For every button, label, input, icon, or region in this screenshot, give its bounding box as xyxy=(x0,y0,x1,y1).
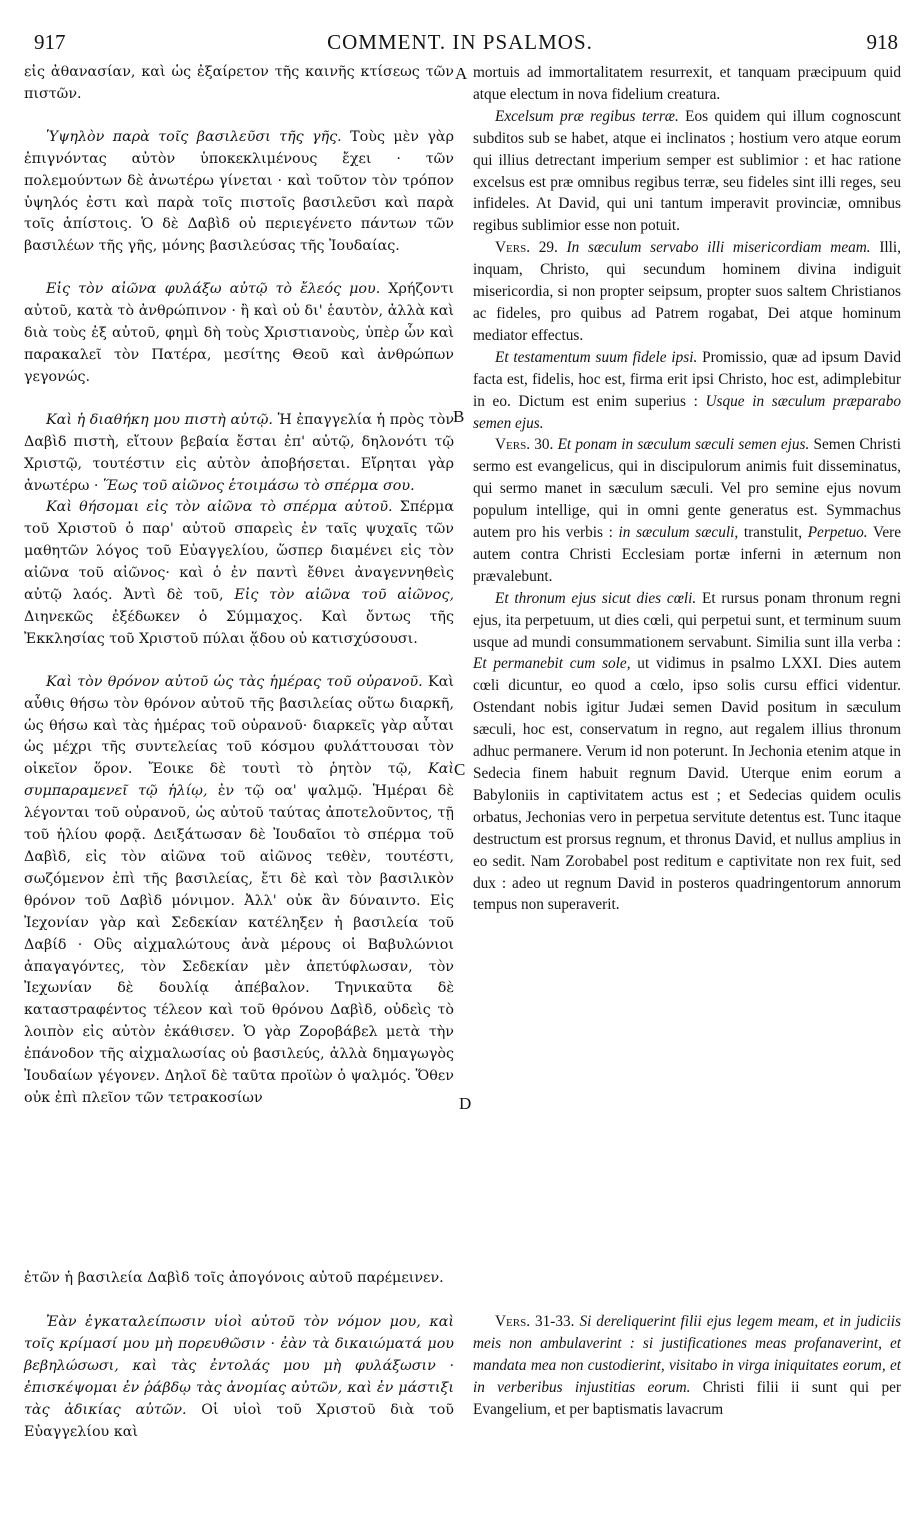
greek-commentary: Χρήζοντι αὐτοῦ, κατὰ τὸ ἀνθρώπινον · ἢ καὶ οὐ δι' ἑαυτὸν, ἀλλὰ καὶ διὰ τοὺς ἐξ αὐτοῦ, φημὶ δὴ τοὺς Χριστιανοὺς, ὑπὲρ ὧν καὶ παρακαλεῖ τὸν Πατέρα, μεσίτης Θεοῦ καὶ ἀνθρώπων γεγονώς. xyxy=(24,281,454,385)
latin-quotation: Perpetuo. xyxy=(807,524,868,542)
latin-commentary: Semen Christi sermo est evangelicus, qui in discipulorum animis fuit disseminatus, qui sermo manet in sæculum sæculi. Vel pro semine ejus novum populum intellige, qui in omni gente generatus est. Symmachus autem pro his verbis : xyxy=(473,436,901,542)
greek-commentary: Ἡ ἐπαγγελία ἡ πρὸς τὸν Δαβὶδ πιστὴ, εἴτουν βεβαία ἔσται ἐπ' αὐτῷ, δηλονότι τῷ Χριστῷ, τουτέστιν εἰς αὐτὸν ἀποβήσεται. Εἴρηται γὰρ ἀνωτέρω · xyxy=(24,411,455,494)
spanning-line: ἐτῶν ἡ βασιλεία Δαβὶδ τοῖς ἀπογόνοις αὐτοῦ παρέμεινεν. xyxy=(24,1270,444,1286)
verse-number: Vers. 30. xyxy=(495,436,554,454)
section-marker-a: A xyxy=(455,64,468,83)
latin-paragraph-7 xyxy=(473,1311,901,1421)
latin-lemma: Excelsum præ regibus terræ. xyxy=(495,107,679,125)
latin-paragraph-4 xyxy=(473,347,901,435)
verse-number: Vers. 29. xyxy=(495,239,558,257)
greek-paragraph-4 xyxy=(24,410,454,498)
greek-lemma: Καὶ τὸν θρόνον αὐτοῦ ὡς τὰς ἡμέρας τοῦ οὐρανοῦ. xyxy=(46,673,423,690)
latin-lemma: Et ponam in sæculum sæculi semen ejus. xyxy=(553,436,810,454)
latin-commentary: Promissio, quæ ad ipsum David facta est, fidelis, hoc est, firma erit ipsi Christo, hoc est, adimplebitur in eo. Dictum est enim superius : xyxy=(473,348,901,410)
greek-paragraph-2 xyxy=(24,127,454,258)
latin-paragraph-3 xyxy=(473,237,901,347)
latin-paragraph-2 xyxy=(473,106,901,237)
greek-quotation: Ἕως τοῦ αἰῶνος ἑτοιμάσω τὸ σπέρμα σου. xyxy=(103,477,415,494)
greek-paragraph-1: εἰς ἀθανασίαν, καὶ ὡς ἐξαίρετον τῆς καινῆς κτίσεως τῶν πιστῶν. xyxy=(24,64,454,102)
greek-commentary: ἐν τῷ οα' ψαλμῷ. Ἡμέραι δὲ λέγονται τοῦ οὐρανοῦ, ὡς αὐτοῦ ταύτας ἀποτελοῦντος, τῇ τοῦ ἡλίου φορᾷ. Δειξάτωσαν δὲ Ἰουδαῖοι τὸ σπέρμα τοῦ Δαβὶδ, εἰς τὸν αἰῶνα τοῦ αἰῶνος τεθὲν, τουτέστι, σωζόμενον ἐπὶ τῆς βασιλείας, ἔτι δὲ καὶ τὸν βασιλικὸν θρόνον τοῦ Δαβὶδ μόνιμον. Ἀλλ' οὐκ ἂν δύναιντο. Εἰς Ἰεχονίαν γὰρ καὶ Σεδεκίαν κατέληξεν ἡ βασιλεία τοῦ Δαβίδ · Οὓς αἰχμαλώτους ἀνὰ μέρους οἱ Βαβυλώνιοι ἀπαγαγόντες, τὸν Σεδεκίαν μὲν ἀπετύφλωσαν, τὸν Ἰεχωνίαν δὲ δουλίᾳ ἀπέβαλον. Τηνικαῦτα δὲ καταστραφέντος τέλεον καὶ τοῦ θρόνου Δαβὶδ, οὐδεὶς τὸ λοιπὸν εἰς αὐτὸν ἐκάθισεν. Ὁ γὰρ Ζοροβάβελ μετὰ τὴν ἐπάνοδον τῆς αἰχμαλωσίας οὐ βασιλεύς, ἀλλὰ δημαγωγὸς Ἰουδαίων γέγονεν. Δηλοῖ δὲ ταῦτα προϊὼν ὁ ψαλμός. Ὅθεν οὐκ ἐπὶ πλεῖον τῶν τετρακοσίων xyxy=(24,783,454,1106)
latin-lemma: Si dereliquerint filii ejus legem meam, et in judiciis meis non ambulaverint : si justificationes meas profanaverint, et mandata mea non custodierint, visitabo in virga iniquitates eorum, et in verberibus injustitias eorum. xyxy=(473,1313,901,1396)
latin-commentary: Illi, inquam, Christo, qui secundum hominem divina indiguit misericordia, si non propter seipsum, propter suos saltem Christianos ac fideles, pro quibus ad Patrem rogabat, Dei atque hominum mediator effectus. xyxy=(473,239,901,344)
section-marker-b: B xyxy=(453,407,465,426)
latin-lower-column xyxy=(473,1311,901,1421)
latin-commentary: Eos quidem qui illum cognoscunt subditos sub se habet, atque ei inclinatos ; hostium vero atque eorum qui illius detrectant imperium semper est sublimior : et hac ratione excelsus est præ omnibus regibus terræ, seu fideles sint illi reges, seu infideles. At David, qui uni tantum imperavit provinciæ, omnibus regibus sublimior esse non potuit. xyxy=(473,107,901,235)
greek-quotation: Εἰς τὸν αἰῶνα τοῦ αἰῶνος, xyxy=(234,587,454,604)
greek-lemma: Καὶ ἡ διαθήκη μου πιστὴ αὐτῷ. xyxy=(46,411,273,428)
greek-lemma: Ὑψηλὸν παρὰ τοῖς βασιλεῦσι τῆς γῆς. xyxy=(46,128,342,145)
greek-lemma: Ἐὰν ἐγκαταλείπωσιν υἱοὶ αὐτοῦ τὸν νόμον μου, καὶ τοῖς κρίμασί μου μὴ πορευθῶσιν · ἐὰν τὰ δικαιώματά μου βεβηλώσωσι, καὶ τὰς ἐντολάς μου μὴ φυλάξωσιν · ἐπισκέψομαι ἐν ῥάβδῳ τὰς ἀνομίας αὐτῶν, καὶ ἐν μάστιξι τὰς ἀδικίας αὐτῶν. xyxy=(24,1314,454,1418)
greek-commentary: Διηνεκῶς ἐξέδωκεν ὁ Σύμμαχος. Καὶ ὄντως τῆς Ἐκκλησίας τοῦ Χριστοῦ πύλαι ᾅδου οὐ κατισχύσουσι. xyxy=(24,608,454,647)
latin-quotation: in sæculum sæculi, xyxy=(618,524,739,542)
greek-commentary: Τοὺς μὲν γὰρ ἐπιγνόντας αὐτὸν ὑποκεκλιμένους ἔχει · τῶν πολεμούντων δὲ ἀνωτέρω γίνεται · καὶ τοῦτον τὸν τρόπον ὑψηλός ἐστι καὶ παρὰ τοῖς πιστοῖς βασιλεῦσι καὶ παρὰ τοῖς ἀπίστοις. Ὁ δὲ Δαβὶδ οὐ περιεγένετο πάντων τῶν βασιλέων τῆς γῆς, μόνης βασιλεύσας τῆς Ἰουδαίας. xyxy=(24,128,454,255)
latin-commentary: Christi filii ii sunt qui per Evangelium, et per baptismatis lavacrum xyxy=(473,1379,901,1418)
greek-commentary: Σπέρμα τοῦ Χριστοῦ ὁ παρ' αὐτοῦ σπαρεὶς ἐν ταῖς ψυχαῖς τῶν μαθητῶν λόγος τοῦ Εὐαγγελίου, ὥσπερ διαμένει εἰς τὸν αἰῶνα τοῦ αἰῶνος· καὶ ὁ ἐν παντὶ ἔθνει ἀναγεννηθεὶς αὐτῷ λαός. Ἀντὶ δὲ τοῦ, xyxy=(24,499,454,604)
greek-paragraph-6 xyxy=(24,672,454,1110)
latin-paragraph-1: mortuis ad immortalitatem resurrexit, et tanquam præcipuum quid atque electum in nova fidelium creatura. xyxy=(473,64,901,103)
latin-paragraph-6 xyxy=(473,588,901,917)
greek-paragraph-3 xyxy=(24,279,454,389)
latin-commentary: transtulit, xyxy=(738,524,808,542)
page-header xyxy=(0,30,920,56)
latin-lemma: In sæculum servabo illi misericordiam meam. xyxy=(557,239,871,257)
right-page-number: 918 xyxy=(866,30,898,54)
greek-column xyxy=(24,62,454,1110)
verse-number: Vers. 31-33. xyxy=(495,1313,575,1330)
greek-commentary: Καὶ αὖθις θήσω τὸν θρόνον αὐτοῦ τῆς βασιλείας οὕτω διαρκῆ, ὡς θήσω καὶ τὰς ἡμέρας τοῦ οὐρανοῦ· διαρκεῖς γὰρ αὗται ὡς μέχρι τῆς συντελείας τοῦ κόσμου φυλάττουσαι τὸν οἰκεῖον ὅρον. Ἔοικε δὲ τουτὶ τὸ ῥητὸν τῷ, xyxy=(24,673,454,778)
running-title: COMMENT. IN PSALMOS. xyxy=(327,30,593,54)
latin-column xyxy=(473,62,901,916)
section-marker-c: C xyxy=(454,760,466,779)
latin-paragraph-5 xyxy=(473,434,901,587)
latin-lemma: Et thronum ejus sicut dies cœli. xyxy=(495,589,697,607)
latin-lemma: Et testamentum suum fidele ipsi. xyxy=(495,348,698,366)
latin-commentary: Vere autem contra Christi Ecclesiam portæ inferni in æternum non prævalebunt. xyxy=(473,524,902,585)
greek-lower-column xyxy=(24,1311,454,1443)
left-page-number: 917 xyxy=(34,30,66,54)
greek-lemma: Εἰς τὸν αἰῶνα φυλάξω αὐτῷ τὸ ἔλεός μου. xyxy=(46,281,381,298)
greek-paragraph-5 xyxy=(24,497,454,650)
latin-quotation: Et permanebit cum sole, xyxy=(473,655,631,673)
section-marker-d: D xyxy=(459,1094,472,1113)
latin-quotation: Usque in sæculum præparabo semen ejus. xyxy=(473,392,901,432)
greek-quotation: Καὶ συμπαραμενεῖ τῷ ἡλίῳ, xyxy=(24,761,454,800)
greek-lemma: Καὶ θήσομαι εἰς τὸν αἰῶνα τὸ σπέρμα αὐτοῦ. xyxy=(46,499,393,516)
greek-commentary: Οἱ υἱοὶ τοῦ Χριστοῦ διὰ τοῦ Εὐαγγελίου καὶ xyxy=(24,1402,454,1440)
greek-paragraph-7 xyxy=(24,1311,454,1443)
latin-commentary: Et rursus ponam thronum regni ejus, ita perpetuum, ut dies cœli, qui perpetui sunt, et terminum suum usque ad mundi consummationem servabunt. Similia sunt illa verba : xyxy=(473,589,901,651)
latin-commentary: ut vidimus in psalmo LXXI. Dies autem cœli dicuntur, eo quod a cœlo, ipso solis cursu effici videntur. Ostendant nobis igitur Judæi semen David positum in sæculum sæculi, hoc est, conservatum in regno, aut regalem illius thronum adhuc permanere. Verum id non poterunt. In Jechonia etenim atque in Sedecia finem habuit regnum David. Uterque enim eorum a Babyloniis in captivitatem actus est ; et Sedecias quidem oculis orbatus, Jechonias vero in perpetua servitute detentus est. Tunc itaque destructum est prorsus regnum, et thronus David, et nullus amplius in eo sedit. Nam Zorobabel post reditum e captivitate non rex fuit, sed dux : adeo ut regnum David in posteros quadringentorum annorum tempus non superaverit. xyxy=(473,655,901,914)
